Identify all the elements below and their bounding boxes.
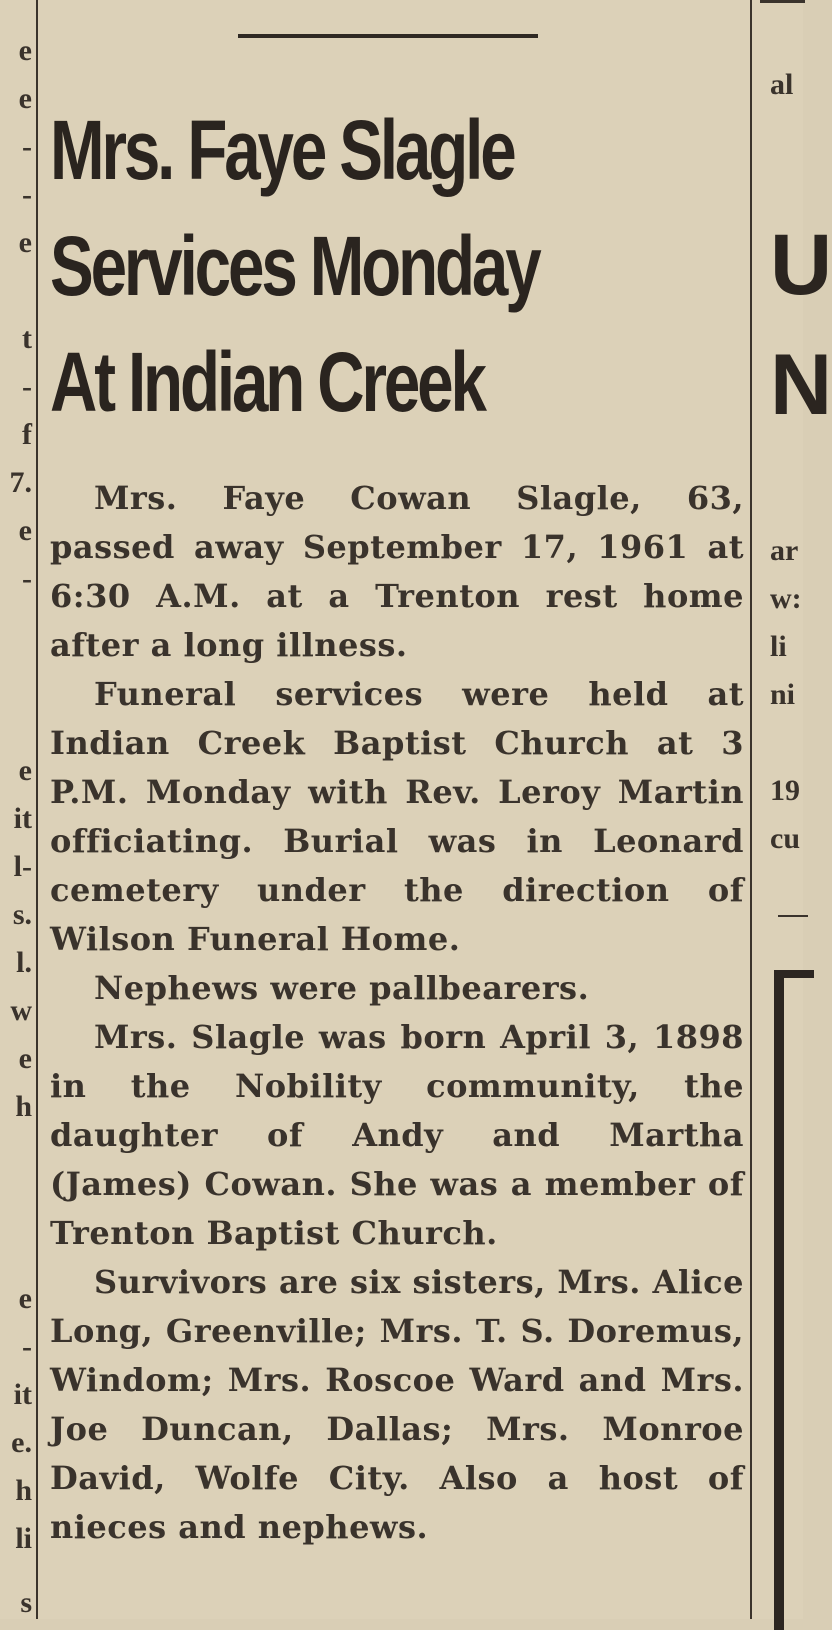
left-fragment: -	[22, 370, 32, 403]
headline-line: Services Monday	[50, 219, 539, 313]
left-fragment: h	[15, 1090, 32, 1123]
left-fragment: h	[15, 1474, 32, 1507]
article-top-rule	[238, 34, 538, 38]
left-fragment: e	[18, 34, 32, 67]
left-fragment: e.	[11, 1426, 32, 1459]
left-fragment: s	[20, 1586, 32, 1619]
article-body	[50, 474, 744, 1552]
left-fragment: it	[13, 802, 32, 835]
left-fragment: e	[18, 754, 32, 787]
left-fragment: e	[18, 1042, 32, 1075]
left-fragment: -	[22, 130, 32, 163]
left-fragment: f	[22, 418, 32, 451]
article-paragraph: Mrs. Slagle was born April 3, 1898 in the Nobility community, the daughter of Andy and Martha (James) Cowan. She was a member of Trenton Baptist Church.	[50, 1018, 744, 1252]
left-fragment: e	[18, 514, 32, 547]
right-fragment: cu	[770, 822, 800, 855]
right-headline-fragment: N	[770, 337, 832, 433]
right-fragment: al	[770, 68, 794, 101]
left-column-rule	[36, 0, 38, 1619]
left-fragment: t	[22, 322, 32, 355]
right-fragment: 19	[770, 774, 800, 807]
left-fragment: -	[22, 1330, 32, 1363]
left-column-fragments	[0, 0, 34, 1619]
right-column-fragments	[752, 0, 832, 1619]
article-paragraph: Nephews were pallbearers.	[94, 969, 590, 1007]
right-fragment: li	[770, 630, 787, 663]
right-fragment: w:	[770, 582, 802, 615]
article-headline	[50, 92, 588, 440]
article-paragraph: Mrs. Faye Cowan Slagle, 63, passed away September 17, 1961 at 6:30 A.M. at a Trenton rest home after a long illness.	[50, 479, 744, 664]
headline-line: Mrs. Faye Slagle	[50, 103, 514, 197]
left-fragment: e	[18, 226, 32, 259]
left-fragment: -	[22, 178, 32, 211]
left-fragment: w	[10, 994, 32, 1027]
right-headline-fragment: U	[770, 217, 832, 313]
right-mid-rule	[778, 915, 808, 917]
left-fragment: it	[13, 1378, 32, 1411]
left-fragment: l-	[13, 850, 32, 883]
right-top-rule	[760, 0, 805, 3]
article-paragraph: Funeral services were held at Indian Creek Baptist Church at 3 P.M. Monday with Rev. Leroy Martin officiating. Burial was in Leonard cemetery under the direction of Wilson Funeral Home.	[50, 675, 744, 958]
left-fragment: l.	[16, 946, 32, 979]
article-paragraph: Survivors are six sisters, Mrs. Alice Long, Greenville; Mrs. T. S. Doremus, Windom; Mrs. Roscoe Ward and Mrs. Joe Duncan, Dallas; Mrs. Monroe David, Wolfe City. Also a host of nieces and nephews.	[50, 1263, 744, 1546]
headline-line: At Indian Creek	[50, 335, 484, 429]
left-fragment: s.	[12, 898, 32, 931]
left-fragment: -	[22, 562, 32, 595]
right-box-border	[774, 970, 814, 1630]
left-fragment: e	[18, 82, 32, 115]
right-fragment: ar	[770, 534, 799, 567]
right-fragment: ni	[770, 678, 796, 711]
left-fragment: li	[15, 1522, 32, 1555]
left-fragment: 7.	[9, 466, 32, 499]
left-fragment: e	[18, 1282, 32, 1315]
